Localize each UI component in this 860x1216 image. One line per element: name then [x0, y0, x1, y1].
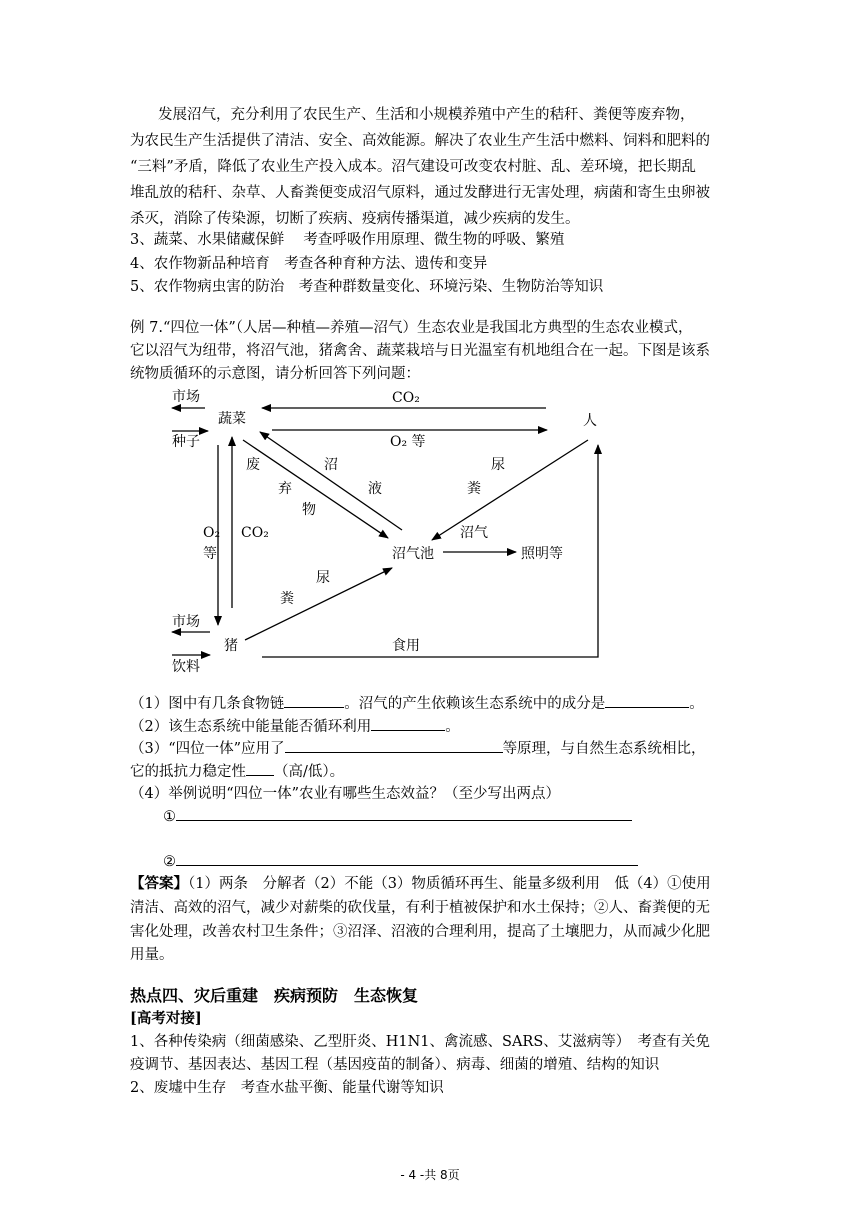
feed-label: 饮料	[172, 659, 200, 675]
waste-label-3: 物	[302, 502, 316, 518]
question-4-item-1	[163, 806, 632, 827]
question-3-text-c: 它的抵抗力稳定性	[130, 764, 246, 780]
liquid-label-1: 沼	[324, 457, 338, 473]
example-line-2: 它以沼气为纽带，将沼气池，猪禽舍、蔬菜栽培与日光温室有机地组合在一起。下图是该系	[130, 343, 710, 359]
answer-blank-3[interactable]	[371, 716, 445, 731]
answer-line-1	[130, 874, 711, 894]
o2-left-label: O₂	[203, 525, 221, 541]
section-item-2: 2、废墟中生存 考查水盐平衡、能量代谢等知识	[130, 1080, 444, 1096]
lighting-label: 照明等	[521, 546, 563, 562]
answer-label: 【答案】	[130, 875, 188, 892]
person-label: 人	[583, 413, 597, 429]
question-1-text-a: （1）图中有几条食物链	[130, 696, 285, 712]
section-item-1b: 疫调节、基因表达、基因工程（基因疫苗的制备）、病毒、细菌的增殖、结构的知识	[130, 1057, 660, 1073]
section-subtitle: [高考对接]	[130, 1010, 202, 1027]
edible-label: 食用	[392, 638, 420, 654]
section-item-1a: 1、各种传染病（细菌感染、乙型肝炎、H1N1、禽流感、SARS、艾滋病等） 考查有关免	[130, 1034, 711, 1050]
intro-line-3: “三料”矛盾，降低了农业生产投入成本。沼气建设可改变农村脏、乱、差环境，把长期乱	[130, 159, 696, 175]
pig-label: 猪	[224, 638, 238, 654]
answer-blank-6[interactable]	[176, 806, 632, 821]
market-top-label: 市场	[172, 389, 200, 405]
liquid-arrow	[260, 432, 402, 530]
co2-left-label: CO₂	[241, 525, 269, 541]
list-item: 5、农作物病虫害的防治 考查种群数量变化、环境污染、生物防治等知识	[130, 279, 604, 295]
pig-urine-label-1: 尿	[316, 570, 330, 586]
seed-label: 种子	[172, 434, 200, 450]
list-item: 3、蔬菜、水果储藏保鲜 考查呼吸作用原理、微生物的呼吸、繁殖	[130, 232, 565, 248]
urine-arrow	[432, 440, 588, 540]
intro-line-2: 为农民生产生活提供了清洁、安全、高效能源。解决了农业生产生活中燃料、饲料和肥料的	[130, 133, 710, 149]
pig-urine-arrow	[245, 568, 392, 640]
edible-arrow	[262, 445, 598, 657]
answer-blank-1[interactable]	[284, 693, 344, 708]
o2-top-label: O₂ 等	[390, 434, 426, 450]
example-line-3: 统物质循环的示意图，请分析回答下列问题：	[130, 366, 420, 382]
answer-blank-5[interactable]	[246, 761, 274, 776]
answer-blank-4[interactable]	[285, 738, 503, 753]
urine-label-1: 尿	[491, 457, 505, 473]
question-4-marker-2: ②	[163, 854, 176, 870]
waste-label-1: 废	[246, 457, 260, 473]
biogas-label: 沼气	[460, 525, 488, 541]
question-3-text-a: （3）“四位一体”应用了	[130, 741, 285, 757]
question-4-marker-1: ①	[163, 809, 176, 825]
list-item: 4、农作物新品种培育 考查各种育种方法、遗传和变异	[130, 256, 488, 272]
section-title: 热点四、灾后重建 疾病预防 生态恢复	[130, 986, 419, 1005]
intro-line-1: 发展沼气，充分利用了农民生产、生活和小规模养殖中产生的秸秆、粪便等废弃物，	[158, 107, 695, 123]
o2-left-label-2: 等	[203, 546, 217, 562]
question-1-text-c: 。	[689, 696, 704, 712]
question-2	[130, 716, 460, 737]
answer-text-1: （1）两条 分解者（2）不能（3）物质循环再生、能量多级利用 低（4）①使用	[188, 876, 711, 892]
answer-blank-2[interactable]	[605, 693, 689, 708]
question-2-text-a: （2）该生态系统中能量能否循环利用	[130, 719, 372, 735]
waste-arrow	[243, 440, 388, 538]
answer-blank-7[interactable]	[176, 851, 638, 866]
question-2-text-b: 。	[445, 719, 460, 735]
liquid-label-2: 液	[368, 481, 382, 497]
question-4-item-2	[163, 851, 638, 872]
question-1	[130, 693, 704, 714]
question-3-cont	[130, 761, 344, 782]
answer-line-3: 害化处理，改善农村卫生条件；③沼泽、沼液的合理利用，提高了土壤肥力，从而减少化肥	[130, 924, 710, 940]
waste-label-2: 弃	[278, 481, 292, 497]
question-3-text-d: （高/低）。	[274, 764, 345, 780]
co2-top-label: CO₂	[392, 390, 420, 406]
example-line-1: 例 7.“四位一体”（人居—种植—养殖—沼气）生态农业是我国北方典型的生态农业模式，	[130, 320, 693, 336]
question-3-text-b: 等原理，与自然生态系统相比，	[502, 741, 706, 757]
market-bottom-label: 市场	[172, 614, 200, 630]
page-footer: - 4 -共 8页	[400, 1168, 460, 1182]
answer-line-2: 清洁、高效的沼气，减少对薪柴的砍伐量，有利于植被保护和水土保持；②人、畜粪便的无	[130, 900, 710, 916]
question-3	[130, 738, 706, 759]
intro-line-4: 堆乱放的秸秆、杂草、人畜粪便变成沼气原料，通过发酵进行无害处理，病菌和寄生虫卵被	[130, 185, 710, 201]
pig-urine-label-2: 粪	[280, 591, 294, 607]
question-4: （4）举例说明“四位一体”农业有哪些生态效益？（至少写出两点）	[130, 786, 561, 802]
biogas-pool-label: 沼气池	[392, 546, 434, 562]
vegetable-label: 蔬菜	[218, 411, 246, 427]
urine-label-2: 粪	[467, 481, 481, 497]
question-1-text-b: 。沼气的产生依赖该生态系统中的成分是	[344, 696, 606, 712]
answer-line-4: 用量。	[130, 947, 174, 963]
intro-line-5: 杀灭，消除了传染源，切断了疾病、疫病传播渠道，减少疾病的发生。	[130, 211, 580, 227]
